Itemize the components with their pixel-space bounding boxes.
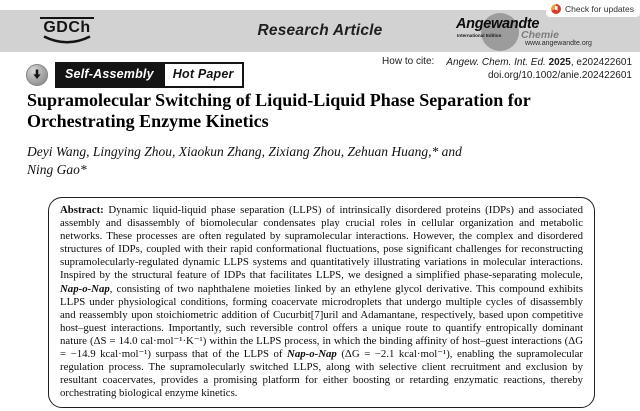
citation-line1	[446, 56, 632, 69]
how-to-cite-block	[382, 56, 632, 82]
check-for-updates-label: Check for updates	[565, 3, 634, 14]
abstract-segment: Abstract:	[60, 204, 104, 216]
download-icon[interactable]	[26, 64, 48, 86]
authors-line-1: Deyi Wang, Lingying Zhou, Xiaokun Zhang, Zixiang Zhou, Zehuan Huang,* and	[27, 144, 462, 159]
article-title: Supramolecular Switching of Liquid-Liquid Phase Separation for Orchestrating Enzyme Kinetics	[27, 90, 531, 131]
journal-header-bar	[0, 10, 640, 52]
abstract-box	[48, 197, 595, 408]
down-arrow-glyph	[30, 68, 44, 82]
angewandte-chemie-label: Chemie	[521, 29, 559, 41]
abstract-segment: Nap-o-Nap	[287, 348, 337, 361]
gdch-arc-icon	[40, 35, 94, 45]
citation-article-number: , e202422601	[570, 57, 632, 68]
citation	[446, 56, 632, 82]
abstract-segment: Dynamic liquid-liquid phase separation (LLPS) of intrinsically disordered proteins (IDPs) and associated assembly and disassembly of biomolecular condensates play crucial roles in cellular organization and metabolic networks. These processes are often regulated by supramolecular interactions. However, the complex and disordered structures of IDPs, coupled with their rapid conformational fluctuations, pose significant challenges for reconstructing supramolecularly-regulated dynamic LLPS systems and quantitatively illustrating variations in molecular interactions. Inspired by the structural feature of IDPs that facilitates LLPS, we designed a simplified phase-separating molecule,	[60, 204, 583, 282]
gdch-logo	[40, 17, 94, 45]
abstract-segment: , consisting of two naphthalene moieties linked by an ethylene glycol derivative. This compound exhibits LLPS under physiological conditions, forming coacervate microdroplets that undergo multiple cycles of disassembly and reassembly upon stoichiometric addition of Cucurbit[7]uril and Adamantane, respectively, based upon competitive host–guest interactions. Importantly, such reversible control offers a unique route to quantify entropically dominant nature (ΔS = 14.0 cal·mol⁻¹·K⁻¹) within the LLPS process, in which the binding affinity of host–guest interactions (ΔG = −14.9 kcal·mol⁻¹) surpass that of the LLPS of	[60, 282, 583, 361]
authors-line-2: Ning Gao*	[27, 161, 87, 177]
research-article-label: Research Article	[257, 22, 383, 39]
angewandte-edition-label: International Edition	[457, 33, 502, 38]
angewandte-url[interactable]: www.angewandte.org	[525, 40, 592, 47]
author-list	[27, 143, 587, 178]
category-badge[interactable]: Self-Assembly	[55, 62, 164, 88]
crossmark-icon	[551, 4, 561, 14]
hot-paper-badge[interactable]: Hot Paper	[163, 62, 244, 88]
citation-journal: Angew. Chem. Int. Ed.	[446, 57, 546, 68]
abstract-segment: (ΔG = −2.1 kcal·mol⁻¹), enabling the supramolecular regulation process. The supramolecularly switched LLPS, along with selective client recruitment and exclusion by resultant coacervates, provides a promising platform for either boosting or retarding enzymatic reactions, thereby orchestrating biological enzyme kinetics.	[60, 348, 583, 400]
citation-doi-link[interactable]: doi.org/10.1002/anie.202422601	[487, 70, 632, 81]
badge-row	[26, 62, 244, 88]
gdch-logo-text: GDCh	[40, 17, 94, 36]
check-for-updates-button[interactable]	[546, 0, 640, 17]
abstract-text	[60, 204, 583, 400]
abstract-segment: Nap-o-Nap	[60, 282, 110, 295]
citation-year: 2025	[548, 57, 571, 68]
how-to-cite-label: How to cite:	[382, 56, 435, 67]
angewandte-name: Angewandte	[456, 16, 540, 32]
